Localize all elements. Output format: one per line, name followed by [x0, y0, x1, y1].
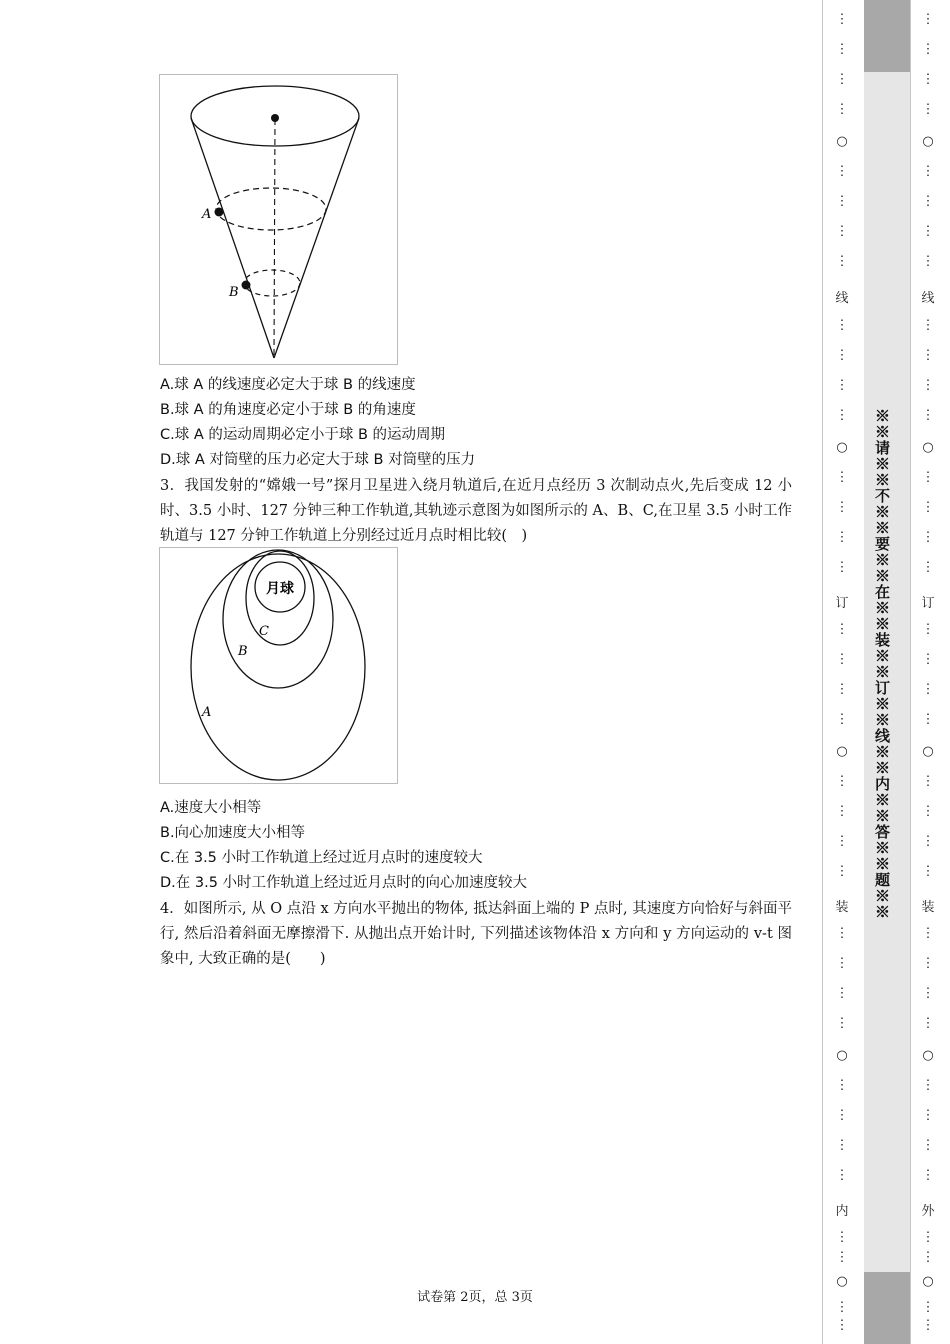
inner-circle-3: ○ [836, 744, 848, 759]
outer-circle-1: ○ [922, 134, 934, 149]
inner-char-xian: 线 [835, 291, 849, 306]
ball-a-point [215, 208, 224, 217]
question-4-text: 4．如图所示, 从 O 点沿 x 方向水平抛出的物体, 抵达斜面上端的 P 点时, 其速度方向恰好与斜面平行, 然后沿着斜面无摩擦滑下. 从抛出点开始计时, 下列描述该物体沿 x 方向和 y 方向运动的 v-t 图象中, 大致正确的是( ) [160, 901, 792, 967]
outer-circle-3: ○ [922, 744, 934, 759]
binding-top-block [864, 0, 910, 72]
q3-option-a: A.速度大小相等 [160, 800, 262, 816]
q3-option-d: D.在 3.5 小时工作轨道上经过近月点时的向心加速度较大 [160, 875, 528, 891]
outer-circle-2: ○ [922, 440, 934, 455]
binding-border-right [910, 0, 911, 1344]
binding-warning-text: ※※请※※不※※要※※在※※装※※订※※线※※内※※答※※题※※ [873, 408, 891, 920]
outer-char-wai: 外 [921, 1204, 935, 1219]
binding-bottom-block [864, 1272, 910, 1344]
q2-option-a: A.球 A 的线速度必定大于球 B 的线速度 [160, 377, 416, 393]
exam-page: A B A.球 A 的线速度必定大于球 B 的线速度 B.球 A 的角速度必定小于球 B 的角速度 C.球 A 的运动周期必定小于球 B 的运动周期 D.球 A 对筒壁的压力必定大于球 B 对筒壁的压力 3．我国发射的“嫦娥一号”探月卫星进入绕月轨道后,在近月点经历 3 次制动点火,先后变成 12 小时、3.5 小时、127 分钟三种工作轨道,其轨迹示意图为如图所示的 A、B、C,在卫星 3.5 小时工作轨道与 127 分钟工作轨道上分别经过近月点时相比较( ) 月球 C B A A.速度大小相等 B.向心加速度大小相等 C.在 3.5 小时工作轨道上经过近月点时的速度较大 D.在 3.5 小时工作轨道上经过近月点时的向心加速度较大 4．如图所示, 从 O 点沿 x 方向水平抛出的物体, 抵达斜面上端的 P 点时, 其速度方向恰好与斜面平行, 然后沿着斜面无摩擦滑下. 从抛出点开始计时, 下列描述该物体沿 x 方向和 y 方向运动的 v-t 图象中, 大致正确的是( ) 试卷第 2页，总 3页 ※※请※※不※※要※※在※※装※※订※※线※※内※※答※※题※※ ⋮ ⋮ ⋮ ⋮ ○ ⋮ ⋮ ⋮ ⋮ 线 ⋮ ⋮ ⋮ ⋮ ○ ⋮ ⋮ ⋮ ⋮ 订 ⋮ ⋮ ⋮ ⋮ ○ ⋮ ⋮ ⋮ ⋮ 装 ⋮ ⋮ ⋮ ⋮ ○ ⋮ ⋮ ⋮ ⋮ 内 ⋮ ⋮ ○ ⋮ ⋮ ⋮ ⋮ ⋮ ⋮ ○ ⋮ ⋮ ⋮ ⋮ 线 ⋮ ⋮ ⋮ ⋮ ○ ⋮ ⋮ ⋮ ⋮ 订 ⋮ ⋮ ⋮ ⋮ ○ ⋮ ⋮ ⋮ ⋮ 装 ⋮ ⋮ ⋮ ⋮ ○ ⋮ ⋮ ⋮ ⋮ 外 ⋮ ⋮ ○ ⋮ ⋮ [0, 0, 950, 1344]
inner-char-zhuang: 装 [835, 900, 849, 915]
outer-circle-5: ○ [922, 1274, 934, 1289]
q3-option-b: B.向心加速度大小相等 [160, 825, 306, 841]
inner-circle-4: ○ [836, 1048, 848, 1063]
ball-b-point [242, 281, 251, 290]
q2-option-d: D.球 A 对筒壁的压力必定大于球 B 对筒壁的压力 [160, 452, 476, 468]
outer-circle-4: ○ [922, 1048, 934, 1063]
binding-border-left [822, 0, 823, 1344]
cone-diagram [160, 75, 397, 364]
inner-char-ding: 订 [835, 596, 849, 611]
q2-option-c: C.球 A 的运动周期必定小于球 B 的运动周期 [160, 427, 446, 443]
outer-char-xian: 线 [921, 291, 935, 306]
q3-option-c: C.在 3.5 小时工作轨道上经过近月点时的速度较大 [160, 850, 483, 866]
inner-circle-1: ○ [836, 134, 848, 149]
inner-char-nei: 内 [835, 1204, 849, 1219]
outer-char-zhuang: 装 [921, 900, 935, 915]
orbit-figure [159, 547, 398, 784]
question-3-text: 3．我国发射的“嫦娥一号”探月卫星进入绕月轨道后,在近月点经历 3 次制动点火,先后变成 12 小时、3.5 小时、127 分钟三种工作轨道,其轨迹示意图为如图所示的 A、B、C,在卫星 3.5 小时工作轨道与 127 分钟工作轨道上分别经过近月点时相比较( ) [160, 478, 792, 544]
inner-circle-2: ○ [836, 440, 848, 455]
orbit-diagram [160, 548, 397, 783]
moon-label: 月球 [266, 581, 294, 597]
cone-figure [159, 74, 398, 365]
outer-char-ding: 订 [921, 596, 935, 611]
inner-circle-5: ○ [836, 1274, 848, 1289]
ball-a-label: A [202, 207, 212, 222]
orbit-b-label: B [238, 644, 248, 659]
orbit-c-label: C [259, 624, 269, 639]
page-footer: 试卷第 2页，总 3页 [417, 1290, 533, 1305]
ball-b-label: B [229, 285, 239, 300]
q2-option-b: B.球 A 的角速度必定小于球 B 的角速度 [160, 402, 416, 418]
orbit-a-label: A [202, 705, 212, 720]
